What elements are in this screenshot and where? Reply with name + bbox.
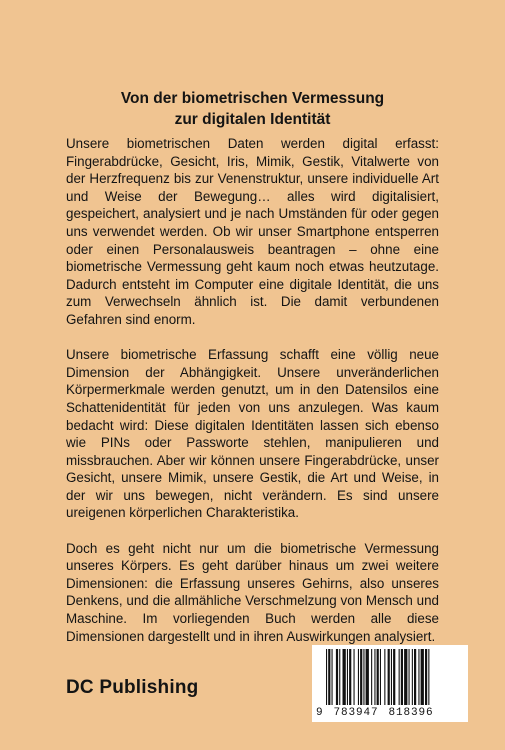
isbn-barcode (312, 645, 468, 722)
barcode-bar (377, 649, 379, 705)
barcode-bar (428, 649, 429, 705)
barcode-group-left: 783947 (333, 707, 379, 719)
barcode-bar (384, 649, 385, 705)
barcode-bar (358, 649, 359, 705)
barcode-group-right: 818396 (388, 707, 434, 719)
barcode-bar (399, 649, 400, 705)
barcode-bar (412, 649, 413, 705)
barcode-bar (332, 649, 333, 705)
barcode-bar (393, 649, 395, 705)
barcode-bar (343, 649, 346, 705)
blurb-paragraph-1: Unsere biometrischen Daten werden digital erfasst: Fingerabdrücke, Gesicht, Iris, Mimik, Gestik, Vitalwerte von der Herzfrequenz bis zur Venenstruktur, unsere individuelle Art und Weise der Bewegung… alles wird digitalisiert, gespeichert, analysiert und je nach Umständen für oder gegen uns verwendet werden. Ob wir unser Smartphone entsperren oder einen Personalausweis beantragen – ohne eine biometrische Vermessung geht kaum noch etwas heutzutage. Dadurch entsteht im Computer eine digitale Identität, die uns zum Verwechseln ähnlich ist. Die damit verbundenen Gefahren sind enorm. (66, 136, 439, 327)
barcode-bar (391, 649, 392, 705)
blurb-paragraph-3: Doch es geht nicht nur um die biometrische Vermessung unseres Körpers. Es geht darüber hinaus um zwei weitere Dimensionen: die Erfassung unseres Gehirns, also unseres Denkens, und die allmähliche Verschmelzung von Mensch und Maschine. Im vorliegenden Buch werden alle diese Dimensionen dargestellt und in ihren Auswirkungen analysiert. (66, 540, 439, 644)
barcode-bar (409, 649, 410, 705)
barcode-digit-first: 9 (316, 707, 324, 719)
barcode-bar (339, 649, 340, 705)
barcode-bar (349, 649, 351, 705)
barcode-bar (374, 649, 375, 705)
barcode-bar (418, 649, 419, 705)
barcode-bar (388, 649, 390, 705)
barcode-bar (371, 649, 372, 705)
blurb-paragraph-2: Unsere biometrische Erfassung schafft eine völlig neue Dimension der Abhängigkeit. Unsere unveränderlichen Körpermerkmale werden genutzt, um in den Datensilos eine Schattenidentität für jeden von uns anzulegen. Was kaum bedacht wird: Diese digitalen Identitäten lassen sich ebenso wie PINs oder Passworte stehlen, manipulieren und missbrauchen. Aber wir können unsere Fingerabdrücke, unser Gesicht, unsere Mimik, unsere Gestik, die Art und Weise, in der wir uns bewegen, nicht verändern. Es sind unsere ureigenen körperlichen Charakteristika. (66, 347, 439, 521)
title-line-1: Von der biometrischen Vermessung (120, 90, 385, 107)
barcode-bar (401, 649, 403, 705)
barcode-bar (328, 649, 330, 705)
barcode-bar (366, 649, 369, 705)
blurb-text (66, 135, 439, 663)
barcode-bar (326, 649, 327, 705)
barcode-bar (360, 649, 362, 705)
barcode-bar (336, 649, 338, 705)
publisher-name: DC Publishing (66, 677, 199, 698)
barcode-bar (347, 649, 348, 705)
barcode-bar (404, 649, 407, 705)
barcode-bar (354, 649, 355, 705)
barcode-bars (312, 645, 468, 707)
barcode-bar (425, 649, 427, 705)
title-line-2: zur digitalen Identität (174, 111, 331, 128)
barcode-bar (380, 649, 381, 705)
barcode-bar (421, 649, 424, 705)
barcode-bar (414, 649, 416, 705)
back-cover-title (60, 88, 445, 130)
barcode-bar (363, 649, 364, 705)
barcode-digits (316, 707, 464, 719)
